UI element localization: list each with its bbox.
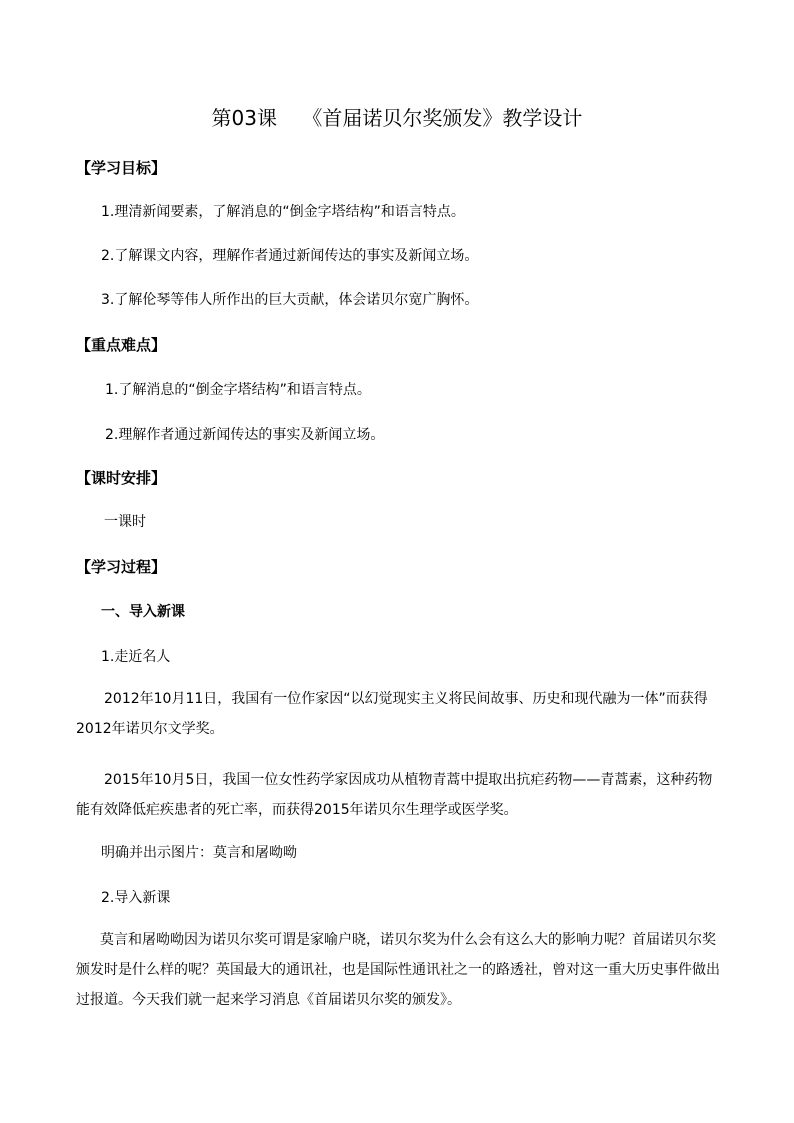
- paragraph-1: 2012年10月11日，我国有一位作家因“以幻觉现实主义将民间故事、历史和现代融为一体”而获得2012年诺贝尔文学奖。: [76, 691, 708, 737]
- sub-heading-2: 2.导入新课: [101, 890, 171, 906]
- schedule-text: 一课时: [104, 514, 146, 530]
- key-point-2: 2.理解作者通过新闻传达的事实及新闻立场。: [105, 427, 385, 443]
- goal-item-2: 2.了解课文内容，理解作者通过新闻传达的事实及新闻立场。: [101, 248, 479, 264]
- key-point-1: 1.了解消息的“倒金字塔结构”和语言特点。: [105, 382, 371, 398]
- note-text: 明确并出示图片：莫言和屠呦呦: [101, 845, 297, 861]
- page-title: 第03课 《首届诺贝尔奖颁发》教学设计: [211, 106, 583, 130]
- heading-learning-goals: 【学习目标】: [76, 159, 167, 177]
- paragraph-3: 莫言和屠呦呦因为诺贝尔奖可谓是家喻户晓，诺贝尔奖为什么会有这么大的影响力呢？首届诺贝尔奖颁发时是什么样的呢？英国最大的通讯社，也是国际性通讯社之一的路透社，曾对这一重大历史事件做出过报道。今天我们就一起来学习消息《首届诺贝尔奖的颁发》。: [76, 932, 720, 1008]
- paragraph-2: 2015年10月5日，我国一位女性药学家因成功从植物青蒿中提取出抗疟药物——青蒿素，这种药物能有效降低疟疾患者的死亡率，而获得2015年诺贝尔生理学或医学奖。: [76, 772, 713, 818]
- heading-key-points: 【重点难点】: [76, 336, 167, 354]
- heading-learning-process: 【学习过程】: [76, 558, 167, 576]
- goal-item-3: 3.了解伦琴等伟人所作出的巨大贡献，体会诺贝尔宽广胸怀。: [101, 292, 479, 308]
- step1-heading: 一、导入新课: [101, 604, 185, 620]
- sub-heading-1: 1.走近名人: [101, 649, 171, 665]
- heading-schedule: 【课时安排】: [76, 469, 167, 487]
- goal-item-1: 1.理清新闻要素，了解消息的“倒金字塔结构”和语言特点。: [101, 204, 465, 220]
